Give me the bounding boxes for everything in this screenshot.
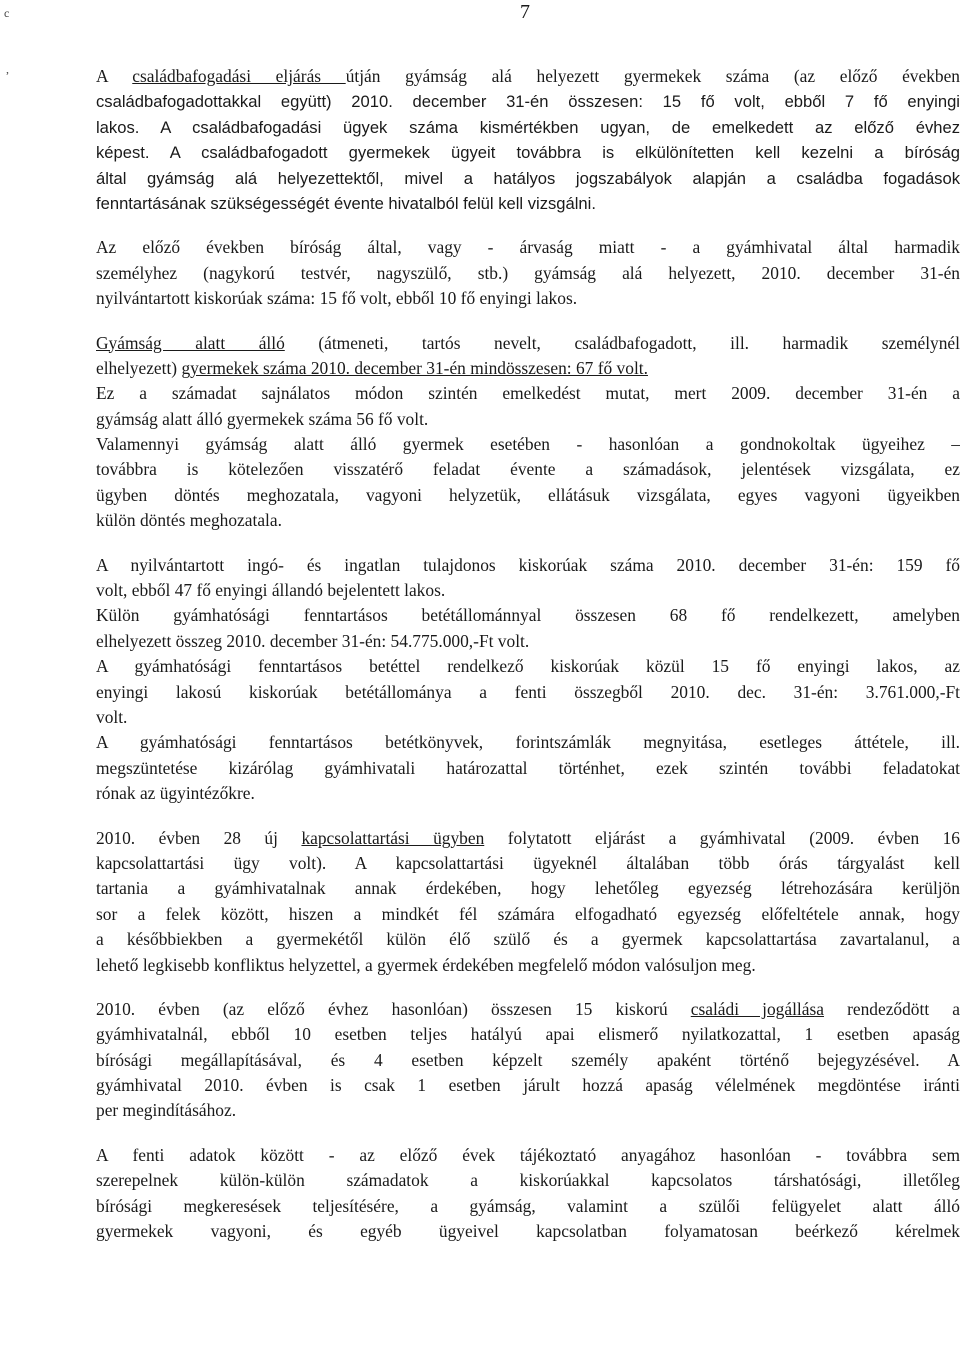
paragraph-gap <box>96 978 960 997</box>
text-line <box>96 927 960 952</box>
text-line <box>96 166 960 191</box>
text-line <box>96 1194 960 1219</box>
text-run: megszüntetése kizárólag gyámhivatali határozattal történhet, ezek szintén további feladatokat <box>96 757 960 778</box>
text-run: ügyben döntés meghozatala, vagyoni helyzetük, ellátásuk vizsgálata, egyes vagyoni ügyeikben <box>96 484 960 505</box>
text-line <box>96 705 960 730</box>
text-run: A gyámhatósági fenntartásos betéttel rendelkező kiskorúak közül 15 fő enyingi lakos, az <box>96 656 960 677</box>
text-line <box>96 603 960 628</box>
corner-mark: c <box>4 6 10 20</box>
page-number: 7 <box>520 1 530 23</box>
text-line <box>96 781 960 806</box>
text-line <box>96 730 960 755</box>
text-line <box>96 851 960 876</box>
text-run: a későbbiekben a gyermekétől külön élő szülő és a gyermek kapcsolattartása zavartalanul, a <box>96 929 960 950</box>
text-run: 2010. évben (az előző évhez hasonlóan) összesen 15 kiskorú <box>96 998 691 1019</box>
text-run: volt, ebből 47 fő enyingi állandó bejelentett lakos. <box>96 580 446 601</box>
text-run: Valamennyi gyámság alatt álló gyermek esetében - hasonlóan a gondnokoltak ügyeihez – <box>96 434 960 455</box>
text-run: bírósági megkeresések teljesítésére, a gyámság, valamint a szülői felügyelet alatt álló <box>96 1195 960 1216</box>
text-run: tartania a gyámhivatalnak annak érdekében, hogy lehetőleg egyezség létrehozására kerüljön <box>96 878 960 899</box>
text-line <box>96 261 960 286</box>
text-line <box>96 457 960 482</box>
paragraph-gap <box>96 807 960 826</box>
text-line <box>96 64 960 89</box>
underlined-text: kapcsolattartási ügyben <box>301 827 485 848</box>
text-line <box>96 1098 960 1123</box>
text-run: gyámhivatal 2010. évben is csak 1 esetben járult hozzá apaság vélelmének megdöntése iránti <box>96 1075 960 1096</box>
text-run: elhelyezett) <box>96 357 182 378</box>
text-run: volt. <box>96 706 128 727</box>
text-run: gyermekek vagyoni, és egyéb ügyeivel kapcsolatban folyamatosan beérkező kérelmek <box>96 1221 960 1242</box>
text-run: folytatott eljárást a gyámhivatal (2009. évben 16 <box>484 827 960 848</box>
text-run: 2010. évben 28 új <box>96 827 302 848</box>
text-line <box>96 1219 960 1244</box>
text-run: Külön gyámhatósági fenntartásos betétállománnyal összesen 68 fő rendelkezett, amelyben <box>96 605 960 626</box>
paragraph-gap <box>96 216 960 235</box>
underlined-text: családi jogállása <box>690 998 824 1019</box>
text-run: enyingi lakosú kiskorúak betétállománya a fenti összegből 2010. dec. 31-én: 3.761.000,-Ft <box>96 681 960 702</box>
text-run: által gyámság alá helyezettektől, mivel a hatályos jogszabályok alapján a családba fogadások <box>96 168 960 188</box>
text-run: A nyilvántartott ingó- és ingatlan tulajdonos kiskorúak száma 2010. december 31-én: 159 fő <box>96 554 960 575</box>
text-line <box>96 1168 960 1193</box>
text-line <box>96 826 960 851</box>
text-run: rónak az ügyintézőkre. <box>96 783 255 804</box>
text-run: bírósági megállapításával, és 4 esetben képzelt személy apaként történő bejegyzésével. A <box>96 1049 960 1070</box>
text-run: A fenti adatok között - az előző évek tájékoztató anyagához hasonlóan - továbbra sem <box>96 1144 960 1165</box>
document-body <box>96 64 960 1244</box>
text-run: külön döntés meghozatala. <box>96 510 282 531</box>
paragraph-p6 <box>96 997 960 1124</box>
text-run: elhelyezett összeg 2010. december 31-én: 54.775.000,-Ft volt. <box>96 630 530 651</box>
text-run: útján gyámság alá helyezett gyermekek száma (az előző években <box>345 66 960 86</box>
text-line <box>96 508 960 533</box>
text-line <box>96 407 960 432</box>
paragraph-gap <box>96 312 960 331</box>
underlined-text: családbafogadási eljárás <box>132 66 346 86</box>
text-run: A <box>96 66 133 86</box>
text-run: szerepelnek külön-külön számadatok a kiskorúakkal kapcsolatos társhatósági, illetőleg <box>96 1170 960 1191</box>
text-run: lehető legkisebb konfliktus helyzettel, a gyermek érdekében megfelelő módon valósuljon meg. <box>96 954 756 975</box>
text-line <box>96 89 960 114</box>
paragraph-p2 <box>96 235 960 311</box>
text-run: gyámság alatt álló gyermekek száma 56 fő volt. <box>96 408 429 429</box>
margin-mark: , <box>6 62 9 76</box>
text-run: képest. A családbafogadott gyermekek ügyeit továbbra is elkülönítetten kell kezelni a bíróság <box>96 143 960 163</box>
text-run: sor a felek között, hiszen a mindkét fél számára elfogadható egyezség előfeltétele annak, hogy <box>96 903 960 924</box>
text-line <box>96 115 960 140</box>
paragraph-p5 <box>96 826 960 978</box>
text-run: per megindításához. <box>96 1100 237 1121</box>
text-run: gyámhivatalnál, ebből 10 esetben teljes hatályú apai elismerő nyilatkozattal, 1 esetben apaság <box>96 1024 960 1045</box>
text-line <box>96 1022 960 1047</box>
text-line <box>96 997 960 1022</box>
text-line <box>96 191 960 216</box>
text-line <box>96 1073 960 1098</box>
text-run: továbbra is kötelezően visszatérő feladat évente a számadások, jelentések vizsgálata, ez <box>96 459 960 480</box>
text-line <box>96 876 960 901</box>
paragraph-p3 <box>96 331 960 534</box>
paragraph-gap <box>96 1124 960 1143</box>
text-run: fenntartásának szükségességét évente hivatalból felül kell vizsgálni. <box>96 193 596 213</box>
text-line <box>96 356 960 381</box>
text-line <box>96 331 960 356</box>
text-line <box>96 483 960 508</box>
text-line <box>96 953 960 978</box>
paragraph-p7 <box>96 1143 960 1245</box>
text-line <box>96 1048 960 1073</box>
text-run: lakos. A családbafogadási ügyek száma kismértékben ugyan, de emelkedett az előző évhez <box>96 117 960 137</box>
text-run: családbafogadottakkal együtt) 2010. december 31-én összesen: 15 fő volt, ebből 7 fő enyingi <box>96 92 960 112</box>
text-line <box>96 235 960 260</box>
text-line <box>96 902 960 927</box>
text-run: Az előző években bíróság által, vagy - árvaság miatt - a gyámhivatal által harmadik <box>96 237 960 258</box>
text-run: A gyámhatósági fenntartásos betétkönyvek, forintszámlák megnyitása, esetleges áttétele, ill. <box>96 732 960 753</box>
underlined-text: gyermekek száma 2010. december 31-én mindösszesen: 67 fő volt. <box>181 357 648 378</box>
text-line <box>96 680 960 705</box>
paragraph-gap <box>96 534 960 553</box>
text-run: személyhez (nagykorú testvér, nagyszülő, stb.) gyámság alá helyezett, 2010. december 31-én <box>96 262 960 283</box>
text-line <box>96 1143 960 1168</box>
text-line <box>96 553 960 578</box>
text-line <box>96 140 960 165</box>
text-run: rendeződött a <box>823 998 960 1019</box>
text-run: kapcsolattartási ügy volt). A kapcsolattartási ügyeknél általában több órás tárgyalást kell <box>96 852 960 873</box>
text-line <box>96 756 960 781</box>
text-run: nyilvántartott kiskorúak száma: 15 fő volt, ebből 10 fő enyingi lakos. <box>96 288 578 309</box>
text-line <box>96 629 960 654</box>
paragraph-p1 <box>96 64 960 216</box>
text-line <box>96 432 960 457</box>
underlined-text: Gyámság alatt álló <box>96 332 285 353</box>
text-run: (átmeneti, tartós nevelt, családbafogadott, ill. harmadik személynél <box>284 332 960 353</box>
text-line <box>96 286 960 311</box>
text-line <box>96 654 960 679</box>
text-run: Ez a számadat sajnálatos módon szintén emelkedést mutat, mert 2009. december 31-én a <box>96 383 960 404</box>
text-line <box>96 381 960 406</box>
paragraph-p4 <box>96 553 960 807</box>
text-line <box>96 578 960 603</box>
